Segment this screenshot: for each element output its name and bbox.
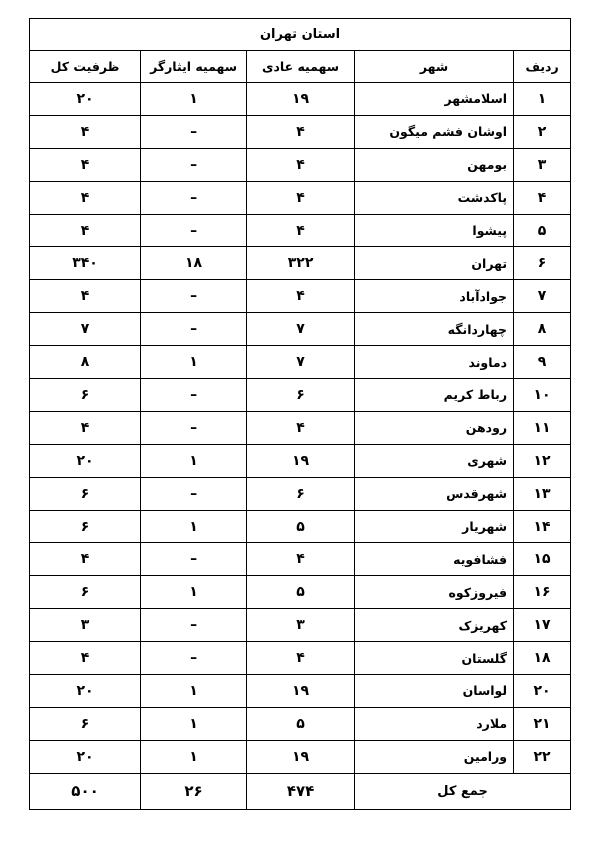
row-index: ۱۷ xyxy=(514,609,571,642)
row-index: ۳ xyxy=(514,148,571,181)
row-index: ۴ xyxy=(514,181,571,214)
row-regular-quota: ۵ xyxy=(247,510,355,543)
row-sacrifice-quota: – xyxy=(141,543,247,576)
row-sacrifice-quota: – xyxy=(141,477,247,510)
table-row xyxy=(30,313,571,346)
header-total-capacity: ظرفیت کل xyxy=(30,51,141,83)
quota-table xyxy=(29,18,571,810)
row-index: ۱۳ xyxy=(514,477,571,510)
row-total-capacity: ۶ xyxy=(30,477,141,510)
table-body xyxy=(30,83,571,774)
row-city: تهران xyxy=(355,247,514,280)
row-total-capacity: ۶ xyxy=(30,510,141,543)
row-city: شهریار xyxy=(355,510,514,543)
row-index: ۹ xyxy=(514,346,571,379)
total-row xyxy=(30,773,571,809)
row-regular-quota: ۷ xyxy=(247,313,355,346)
row-regular-quota: ۴ xyxy=(247,411,355,444)
row-index: ۵ xyxy=(514,214,571,247)
row-sacrifice-quota: – xyxy=(141,411,247,444)
row-regular-quota: ۳۲۲ xyxy=(247,247,355,280)
row-city: دماوند xyxy=(355,346,514,379)
row-total-capacity: ۴ xyxy=(30,214,141,247)
row-total-capacity: ۷ xyxy=(30,313,141,346)
total-label: جمع کل xyxy=(355,773,571,809)
row-index: ۱۲ xyxy=(514,444,571,477)
row-index: ۱۵ xyxy=(514,543,571,576)
row-city: اسلامشهر xyxy=(355,83,514,116)
row-regular-quota: ۱۹ xyxy=(247,675,355,708)
row-city: ملارد xyxy=(355,707,514,740)
row-sacrifice-quota: – xyxy=(141,379,247,412)
row-total-capacity: ۳۴۰ xyxy=(30,247,141,280)
row-total-capacity: ۶ xyxy=(30,707,141,740)
row-index: ۱۸ xyxy=(514,642,571,675)
table-row xyxy=(30,510,571,543)
row-sacrifice-quota: – xyxy=(141,115,247,148)
header-regular-quota: سهمیه عادی xyxy=(247,51,355,83)
row-city: رباط کریم xyxy=(355,379,514,412)
row-index: ۲۰ xyxy=(514,675,571,708)
table-row xyxy=(30,83,571,116)
row-total-capacity: ۴ xyxy=(30,280,141,313)
row-city: ورامین xyxy=(355,740,514,773)
row-city: شهری xyxy=(355,444,514,477)
table-row xyxy=(30,214,571,247)
table-row xyxy=(30,740,571,773)
table-row xyxy=(30,346,571,379)
table-row xyxy=(30,576,571,609)
row-total-capacity: ۸ xyxy=(30,346,141,379)
row-city: چهاردانگه xyxy=(355,313,514,346)
row-city: جوادآباد xyxy=(355,280,514,313)
row-regular-quota: ۶ xyxy=(247,477,355,510)
row-sacrifice-quota: – xyxy=(141,313,247,346)
row-sacrifice-quota: – xyxy=(141,609,247,642)
row-total-capacity: ۴ xyxy=(30,181,141,214)
row-total-capacity: ۲۰ xyxy=(30,83,141,116)
table-title: استان تهران xyxy=(30,19,571,51)
row-city: گلستان xyxy=(355,642,514,675)
row-sacrifice-quota: ۱ xyxy=(141,707,247,740)
table-row xyxy=(30,280,571,313)
row-index: ۲۲ xyxy=(514,740,571,773)
table-row xyxy=(30,543,571,576)
row-total-capacity: ۲۰ xyxy=(30,740,141,773)
table-row xyxy=(30,115,571,148)
row-index: ۱۶ xyxy=(514,576,571,609)
row-sacrifice-quota: ۱ xyxy=(141,346,247,379)
table-row xyxy=(30,181,571,214)
row-city: پیشوا xyxy=(355,214,514,247)
row-city: پاکدشت xyxy=(355,181,514,214)
row-index: ۷ xyxy=(514,280,571,313)
table-row xyxy=(30,148,571,181)
row-sacrifice-quota: ۱ xyxy=(141,740,247,773)
row-total-capacity: ۴ xyxy=(30,148,141,181)
row-city: رودهن xyxy=(355,411,514,444)
header-sacrifice-quota: سهمیه ایثارگر xyxy=(141,51,247,83)
row-regular-quota: ۴ xyxy=(247,543,355,576)
row-index: ۱۰ xyxy=(514,379,571,412)
table-title-row xyxy=(30,19,571,51)
row-city: کهریزک xyxy=(355,609,514,642)
table-row xyxy=(30,444,571,477)
row-index: ۱۴ xyxy=(514,510,571,543)
row-total-capacity: ۶ xyxy=(30,576,141,609)
header-index: ردیف xyxy=(514,51,571,83)
row-regular-quota: ۱۹ xyxy=(247,83,355,116)
table-row xyxy=(30,477,571,510)
row-sacrifice-quota: – xyxy=(141,148,247,181)
row-regular-quota: ۵ xyxy=(247,576,355,609)
table-row xyxy=(30,379,571,412)
row-sacrifice-quota: – xyxy=(141,181,247,214)
row-city: بومهن xyxy=(355,148,514,181)
row-total-capacity: ۳ xyxy=(30,609,141,642)
row-city: شهرقدس xyxy=(355,477,514,510)
row-index: ۲ xyxy=(514,115,571,148)
header-city: شهر xyxy=(355,51,514,83)
row-total-capacity: ۴ xyxy=(30,411,141,444)
row-regular-quota: ۴ xyxy=(247,181,355,214)
table-row xyxy=(30,247,571,280)
row-city: فیروزکوه xyxy=(355,576,514,609)
row-city: فشافویه xyxy=(355,543,514,576)
row-regular-quota: ۵ xyxy=(247,707,355,740)
row-index: ۲۱ xyxy=(514,707,571,740)
row-index: ۶ xyxy=(514,247,571,280)
row-total-capacity: ۲۰ xyxy=(30,675,141,708)
total-capacity: ۵۰۰ xyxy=(30,773,141,809)
row-regular-quota: ۷ xyxy=(247,346,355,379)
row-regular-quota: ۱۹ xyxy=(247,740,355,773)
row-regular-quota: ۴ xyxy=(247,642,355,675)
row-total-capacity: ۴ xyxy=(30,642,141,675)
row-regular-quota: ۶ xyxy=(247,379,355,412)
table-row xyxy=(30,707,571,740)
row-total-capacity: ۴ xyxy=(30,543,141,576)
table-header-row xyxy=(30,51,571,83)
row-regular-quota: ۴ xyxy=(247,214,355,247)
total-regular: ۴۷۴ xyxy=(247,773,355,809)
row-regular-quota: ۴ xyxy=(247,148,355,181)
row-sacrifice-quota: ۱ xyxy=(141,444,247,477)
row-total-capacity: ۴ xyxy=(30,115,141,148)
row-sacrifice-quota: ۱ xyxy=(141,675,247,708)
row-regular-quota: ۴ xyxy=(247,115,355,148)
row-total-capacity: ۲۰ xyxy=(30,444,141,477)
row-regular-quota: ۴ xyxy=(247,280,355,313)
row-sacrifice-quota: ۱۸ xyxy=(141,247,247,280)
row-total-capacity: ۶ xyxy=(30,379,141,412)
total-sacrifice: ۲۶ xyxy=(141,773,247,809)
row-city: اوشان فشم میگون xyxy=(355,115,514,148)
row-sacrifice-quota: – xyxy=(141,280,247,313)
row-index: ۱ xyxy=(514,83,571,116)
table-row xyxy=(30,642,571,675)
table-row xyxy=(30,411,571,444)
row-sacrifice-quota: – xyxy=(141,642,247,675)
row-sacrifice-quota: – xyxy=(141,214,247,247)
row-sacrifice-quota: ۱ xyxy=(141,576,247,609)
row-sacrifice-quota: ۱ xyxy=(141,83,247,116)
row-regular-quota: ۳ xyxy=(247,609,355,642)
row-index: ۸ xyxy=(514,313,571,346)
table-row xyxy=(30,609,571,642)
table-row xyxy=(30,675,571,708)
row-city: لواسان xyxy=(355,675,514,708)
row-regular-quota: ۱۹ xyxy=(247,444,355,477)
row-sacrifice-quota: ۱ xyxy=(141,510,247,543)
row-index: ۱۱ xyxy=(514,411,571,444)
